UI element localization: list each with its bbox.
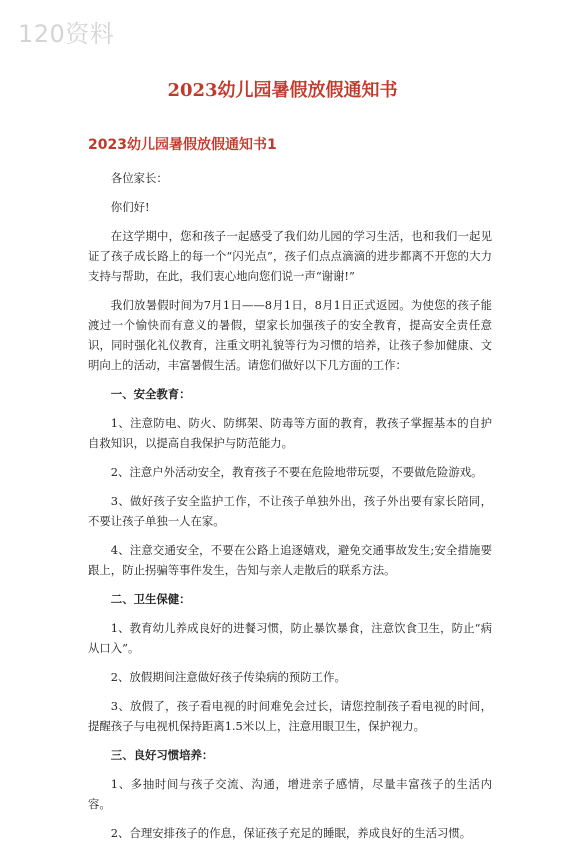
list-item: 4、注意交通安全，不要在公路上追逐嬉戏，避免交通事故发生;安全措施要跟上，防止拐骗等事件发生，告知与亲人走散后的联系方法。	[88, 543, 492, 577]
section-heading: 二、卫生保健：	[110, 592, 191, 606]
list-item: 3、放假了，孩子看电视的时间难免会过长，请您控制孩子看电视的时间，提醒孩子与电视机保持距离1.5米以上，注意用眼卫生，保护视力。	[88, 699, 492, 733]
paragraph: 我们放暑假时间为7月1日——8月1日，8月1日正式返园。为使您的孩子能渡过一个愉快而有意义的暑假，望家长加强孩子的安全教育，提高安全责任意识，同时强化礼仪教育，注重文明礼貌等行为习惯的培养，让孩子参加健康、文明向上的活动，丰富暑假生活。请您们做好以下几方面的工作：	[88, 298, 492, 372]
document-body	[88, 168, 492, 852]
list-item: 2、注意户外活动安全，教育孩子不要在危险地带玩耍，不要做危险游戏。	[110, 465, 483, 479]
document-title: 2023幼儿园暑假放假通知书	[167, 80, 398, 101]
hello: 你们好!	[110, 200, 150, 214]
list-item: 2、放假期间注意做好孩子传染病的预防工作。	[110, 670, 346, 684]
paragraph: 在这学期中，您和孩子一起感受了我们幼儿园的学习生活，也和我们一起见证了孩子成长路上的每一个“闪光点”，孩子们点点滴滴的进步都离不开您的大力支持与帮助，在此，我们衷心地向您们说一声“谢谢!”	[88, 229, 492, 283]
watermark: 120资料	[18, 20, 115, 48]
list-item: 1、多抽时间与孩子交流、沟通，增进亲子感情，尽量丰富孩子的生活内容。	[88, 777, 492, 811]
list-item: 1、教育幼儿养成良好的进餐习惯，防止暴饮暴食，注意饮食卫生，防止“病从口入”。	[88, 621, 492, 655]
list-item: 1、注意防电、防火、防绑架、防毒等方面的教育，教孩子掌握基本的自护自救知识，以提高自我保护与防范能力。	[88, 416, 492, 450]
list-item: 3、做好孩子安全监护工作，不让孩子单独外出，孩子外出要有家长陪同，不要让孩子单独一人在家。	[88, 494, 492, 528]
section-heading: 三、良好习惯培养：	[110, 748, 214, 762]
section-heading: 一、安全教育：	[110, 387, 191, 401]
list-item: 2、合理安排孩子的作息，保证孩子充足的睡眠，养成良好的生活习惯。	[110, 826, 472, 840]
section-title: 2023幼儿园暑假放假通知书1	[88, 137, 277, 153]
greeting: 各位家长：	[110, 171, 168, 185]
